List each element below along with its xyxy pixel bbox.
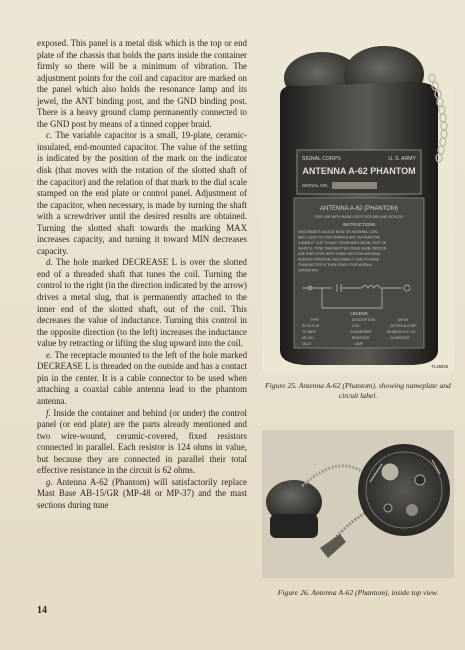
svg-text:DISCONNECT LEAD AT BASE OF ANT: DISCONNECT LEAD AT BASE OF ANTENNA. CON- [298,230,379,234]
label-title: ANTENNA A-62 (PHANTOM) [320,206,398,212]
svg-text:TYPE: TYPE [310,318,319,322]
figure-25-caption: Figure 25. Antenna A-62 (Phantom), showing nameplate and circuit label. [265,381,451,400]
paragraph-d: d. The hole marked DECREASE L is over the slotted end of a threaded shaft that tunes the coil. Turning the control to the right (in the direction indicated by the arrow) drives a metal slug, that is permanently attached to the inner end of the slotted shaft, out of the coil. This decreases the value of inductance. Turning this control in the opposite direction (to the left) increases the inductance value by retracting or lifting the slug upward into the coil. [37,257,247,349]
page-number: 14 [37,605,47,616]
svg-text:DETROLA CORP.: DETROLA CORP. [390,324,418,328]
svg-text:DESCRIPTION: DESCRIPTION [352,318,376,322]
svg-text:NECT LEAD TO POST MARKED ANT O: NECT LEAD TO POST MARKED ANT ON PHANTOM. [298,235,381,240]
figure-26-caption: Figure 26. Antenna A-62 (Phantom), inside top view. [277,588,439,597]
antenna-inside-illustration [262,430,454,578]
label-subtitle: FOR USE WITH RADIO SETS SCR-509 AND SCR-510 [314,215,404,219]
paragraph-g: g. Antenna A-62 (Phantom) will satisfactorily replace Mast Base AB-15/GR (MP-48 or MP-37) and the mast sections during tune [37,476,247,510]
svg-text:RESISTOR: RESISTOR [352,336,370,340]
photo-tag: TL45828 [431,364,448,369]
svg-text:URE EMPLOYED WITH THREE-SECTIO: URE EMPLOYED WITH THREE-SECTION ANTENNA. [298,252,382,256]
svg-text:VEHICLE. TUNE TRANSMITTER USIN: VEHICLE. TUNE TRANSMITTER USING SAME PROCED- [298,246,388,251]
nameplate-title: ANTENNA A-62 PHANTOM [302,166,416,176]
svg-text:SC-D-4718: SC-D-4718 [302,324,319,328]
legend-title: LEGEND [350,311,368,316]
svg-text:TRANSMITTER IS THEN READY FOR: TRANSMITTER IS THEN READY FOR NORMAL [298,263,373,267]
svg-text:1M-27: 1M-27 [302,342,312,346]
svg-text:MC-20J: MC-20J [302,336,314,340]
paragraph-e: e. The receptacle mounted to the left of the hole marked DECREASE L is threaded on the outside and has a contact pin in the center. It is a cable connector to be used when attaching a coaxial cable antenna lead to the phantom antenna. [37,349,248,406]
paragraph-c: c. The variable capacitor is a small, 19-plate, ceramic-insulated, end-mounted capacitor. The value of the setting is indicated by the position of the mark on the indicator disk (that moves with the rotation of the slotted shaft of the capacitor) and the relation of that mark to the dial scale stamped on the end plate or control panel. Adjustment of the capacitor, when necessary, is made by turning the shaft with a screwdriver until the desired results are obtained. Turning the slotted shaft towards the marking MAX increases capacity, and turning it toward MIN decreases capacity. [37,130,247,256]
nameplate-signal-corps: SIGNAL CORPS [302,156,341,162]
nameplate-serial: SERIAL NO. [302,184,329,189]
svg-text:CONDENSER: CONDENSER [350,330,372,334]
resonance-lamp-jewel [406,504,418,516]
figure-26-photo [262,430,454,578]
indicator-disk [381,463,399,481]
svg-text:CONNECT CLIP TO ANY CONVENIENT: CONNECT CLIP TO ANY CONVENIENT METAL PART OF [298,241,387,245]
paragraph-1: exposed. This panel is a metal disk which is the top or end plate of the chassis that holds the parts inside the container firmly so there will be a minimum of vibration. The adjustment points for the coil and capacitor are marked on the panel which also holds the resonance lamp and its jewel, the ANT binding post, and the GND binding post. There is a heavy ground clamp permanently connected to the GND post by means of a tinned copper braid. [37,38,247,129]
label-instructions-heading: INSTRUCTIONS [342,222,376,227]
binding-post [415,475,425,485]
svg-text:JOHNSON E.F. CO.: JOHNSON E.F. CO. [386,330,417,334]
svg-text:TC-94DF: TC-94DF [302,330,316,334]
svg-text:OPERATION.: OPERATION. [298,268,319,273]
svg-text:CLAROSTAT: CLAROSTAT [390,336,410,340]
paragraph-f: f. Inside the container and behind (or under) the control panel (or end plate) are the parts already mentioned and two wire-wound, ceramic-covered, fixed resistors connected in parallel. Each resistor is 124 ohms in value, but because they are connected in parallel their total effective resistance in the circuit is 62 ohms. [37,407,247,476]
svg-text:REMOVE PHANTOM. RECONNECT LEAD: REMOVE PHANTOM. RECONNECT LEAD TO BASE. [298,257,381,262]
antenna-nameplate-illustration [262,38,454,373]
nameplate-us-army: U. S. ARMY [388,156,416,162]
text-column [37,38,247,511]
svg-text:COIL: COIL [352,324,360,328]
svg-text:LAMP: LAMP [354,342,364,346]
control-panel-disk [358,444,450,536]
figure-25-photo [262,38,454,373]
svg-text:MFGR: MFGR [398,318,408,322]
